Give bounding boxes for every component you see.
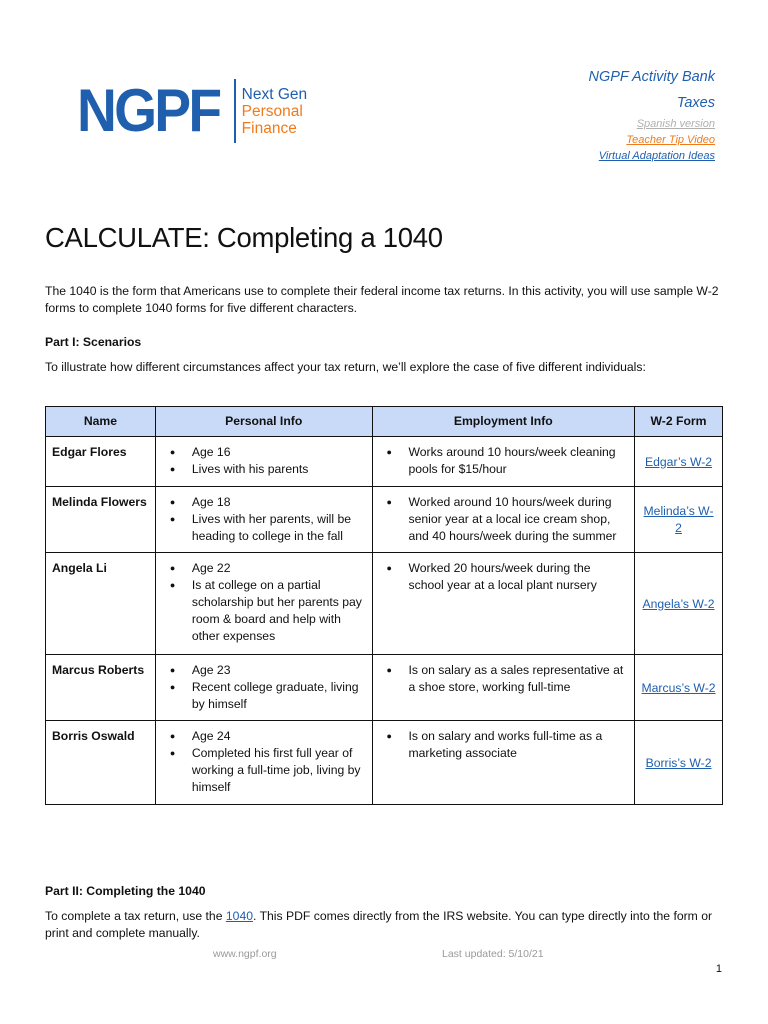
list-item: ● Age 18 xyxy=(162,494,366,511)
list-item: ● Worked 20 hours/week during the school year at a local plant nursery xyxy=(379,560,629,594)
scenarios-table xyxy=(45,406,723,805)
list-item: ● Age 23 xyxy=(162,662,366,679)
row-employment xyxy=(372,655,635,721)
w2-link-edgar[interactable]: Edgar’s W-2 xyxy=(645,454,713,469)
row-name: Edgar Flores xyxy=(46,437,156,487)
table-row xyxy=(46,721,723,805)
table-row xyxy=(46,655,723,721)
part-2-text-end: . This PDF comes directly from the IRS website. You can type directly into the form or print and complete manually. xyxy=(45,909,713,940)
part-1-text: To illustrate how different circumstances affect your tax return, we’ll explore the case of five different individuals: xyxy=(45,360,646,374)
list-item: ● Is on salary and works full-time as a marketing associate xyxy=(379,728,629,762)
logo-wordmark xyxy=(242,86,307,137)
logo-line-1: Next Gen xyxy=(241,85,308,103)
table-row xyxy=(46,553,723,655)
part-2-text-start: To complete a tax return, use the xyxy=(45,909,226,923)
page-title: CALCULATE: Completing a 1040 xyxy=(45,222,443,253)
logo-mark: NGPF xyxy=(77,77,220,144)
footer-last-updated: Last updated: 5/10/21 xyxy=(442,948,544,960)
teacher-tip-video-link[interactable]: Teacher Tip Video xyxy=(626,134,715,146)
spanish-version-link[interactable]: Spanish version xyxy=(636,118,715,130)
row-personal xyxy=(155,655,372,721)
ngpf-logo xyxy=(77,77,308,144)
virtual-adaptation-link[interactable]: Virtual Adaptation Ideas xyxy=(598,150,715,162)
row-w2 xyxy=(635,655,723,721)
row-w2 xyxy=(635,721,723,805)
list-item: ● Is on salary as a sales representative at a shoe store, working full-time xyxy=(379,662,629,696)
list-item: ● Age 24 xyxy=(162,728,366,745)
page-number: 1 xyxy=(715,963,722,975)
activity-topic: Taxes xyxy=(676,95,715,111)
w2-link-melinda[interactable]: Melinda’s W-2 xyxy=(643,504,714,535)
logo-line-2: Personal xyxy=(241,102,303,120)
activity-bank-header xyxy=(588,64,715,164)
column-header-name: Name xyxy=(46,407,156,437)
table-row xyxy=(46,487,723,553)
row-personal xyxy=(155,553,372,655)
w2-link-borris[interactable]: Borris’s W-2 xyxy=(645,755,712,770)
part-2-text xyxy=(45,908,730,942)
form-1040-link[interactable]: 1040 xyxy=(225,909,254,923)
table-row xyxy=(46,437,723,487)
logo-line-3: Finance xyxy=(241,119,297,137)
column-header-w2: W-2 Form xyxy=(635,407,723,437)
list-item: ● Recent college graduate, living by himself xyxy=(162,679,366,713)
row-w2 xyxy=(635,553,723,655)
list-item: ● Works around 10 hours/week cleaning pools for $15/hour xyxy=(379,444,629,478)
row-employment xyxy=(372,553,635,655)
row-employment xyxy=(372,437,635,487)
list-item: ● Completed his first full year of working a full-time job, living by himself xyxy=(162,745,366,796)
row-name: Borris Oswald xyxy=(46,721,156,805)
intro-paragraph: The 1040 is the form that Americans use to complete their federal income tax returns. In this activity, you will use sample W-2 forms to complete 1040 forms for five different characters. xyxy=(45,284,719,315)
row-name: Melinda Flowers xyxy=(46,487,156,553)
list-item: ● Lives with his parents xyxy=(162,461,366,478)
table-header-row xyxy=(46,407,723,437)
row-w2 xyxy=(635,437,723,487)
list-item: ● Lives with her parents, will be heading to college in the fall xyxy=(162,511,366,545)
list-item: ● Worked around 10 hours/week during senior year at a local ice cream shop, and 40 hours/week during the summer xyxy=(379,494,629,545)
row-personal xyxy=(155,721,372,805)
row-personal xyxy=(155,437,372,487)
list-item: ● Age 16 xyxy=(162,444,366,461)
row-name: Angela Li xyxy=(46,553,156,655)
activity-bank-title: NGPF Activity Bank xyxy=(588,69,715,85)
footer-website: www.ngpf.org xyxy=(213,948,277,960)
row-w2 xyxy=(635,487,723,553)
logo-divider xyxy=(234,79,236,143)
column-header-personal: Personal Info xyxy=(155,407,372,437)
w2-link-angela[interactable]: Angela’s W-2 xyxy=(642,596,715,611)
row-employment xyxy=(372,721,635,805)
row-personal xyxy=(155,487,372,553)
part-1-heading: Part I: Scenarios xyxy=(45,335,142,349)
list-item: ● Is at college on a partial scholarship but her parents pay room & board and help with other expenses xyxy=(162,577,366,645)
row-employment xyxy=(372,487,635,553)
part-2-heading: Part II: Completing the 1040 xyxy=(45,884,206,898)
row-name: Marcus Roberts xyxy=(46,655,156,721)
list-item: ● Age 22 xyxy=(162,560,366,577)
w2-link-marcus[interactable]: Marcus’s W-2 xyxy=(641,680,716,695)
column-header-employment: Employment Info xyxy=(372,407,635,437)
